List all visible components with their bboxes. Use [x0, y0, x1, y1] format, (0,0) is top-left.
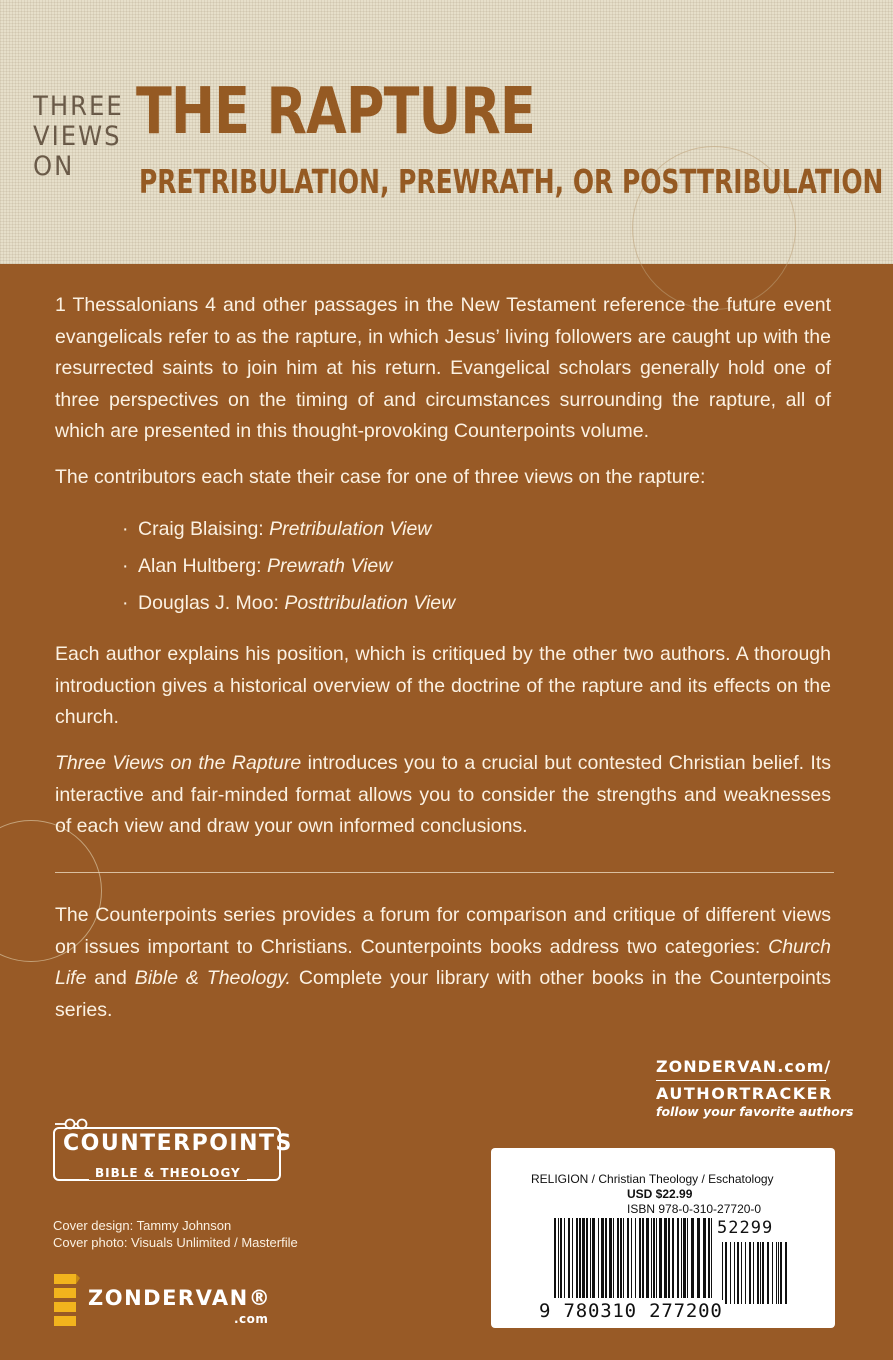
series-prefix: THREE VIEWS ON [33, 91, 124, 182]
barcode-number: 9 780310 277200 [539, 1300, 725, 1322]
cover-design-credit: Cover design: Tammy Johnson [53, 1218, 232, 1233]
contributor-name: Douglas J. Moo: [138, 592, 279, 614]
price: USD $22.99 [627, 1187, 693, 1201]
counterpoints-logo [53, 1117, 293, 1195]
publisher-wordmark: ZONDERVAN® [88, 1286, 272, 1310]
list-item [122, 585, 456, 622]
list-item [122, 548, 455, 585]
publisher-domain: .com [234, 1312, 269, 1326]
description-paragraph: 1 Thessalonians 4 and other passages in the New Testament reference the future event evangelicals refer to as the rapture, in which Jesus’ living followers are caught up with the resurrected saints to join him at his return. Evangelical scholars generally hold one of three perspectives on the timing of and circumstances surrounding the rapture, all of which are presented in this thought-provoking Counterpoints volume. [55, 294, 831, 442]
summary-text: introduces you to a crucial but contested Christian belief. Its interactive and fair-minded format allows you to consider the strengths and weaknesses of each view and draw your own informed conclusions. [55, 752, 831, 837]
contributors-list [122, 511, 456, 622]
summary-paragraph [55, 748, 831, 843]
contributor-name: Alan Hultberg: [138, 555, 262, 577]
publisher-logo [54, 1274, 294, 1332]
zondervan-mark-icon [54, 1274, 80, 1330]
bullet-icon: · [122, 592, 129, 614]
authortracker-tagline: follow your favorite authors [656, 1104, 854, 1119]
format-paragraph: Each author explains his position, which is critiqued by the other two authors. A thorough introduction gives a historical overview of the doctrine of the rapture and its effects on the church. [55, 643, 831, 728]
authortracker-url: ZONDERVAN.com/ [656, 1057, 832, 1076]
category-church-life: Church Life [55, 935, 831, 989]
list-item [122, 511, 455, 548]
book-title-inline: Three Views on the Rapture [55, 752, 302, 774]
series-text: and [86, 967, 135, 989]
barcode-panel [491, 1148, 835, 1328]
divider [55, 872, 834, 873]
divider [656, 1080, 826, 1081]
category-bible-theology: Bible & Theology. [134, 967, 291, 989]
authortracker-name: AUTHORTRACKER [656, 1084, 833, 1103]
series-text: The Counterpoints series provides a forum for comparison and critique of different views on issues important to Christians. Counterpoints books address two categories: [55, 904, 831, 958]
book-subtitle: PRETRIBULATION, PREWRATH, OR POSTTRIBULATION [139, 162, 884, 201]
barcode-addon-number: 52299 [717, 1218, 774, 1238]
contributors-intro: The contributors each state their case for one of three views on the rapture: [55, 466, 706, 488]
contributor-view: Posttribulation View [284, 592, 456, 614]
contributor-view: Prewrath View [267, 555, 393, 577]
isbn: ISBN 978-0-310-27720-0 [627, 1202, 762, 1216]
authortracker-promo [656, 1056, 854, 1120]
logo-wordmark: COUNTERPOINTS [63, 1131, 293, 1156]
bullet-icon: · [122, 555, 129, 577]
book-title: THE RAPTURE [136, 75, 535, 149]
bullet-icon: · [122, 518, 129, 540]
bisac-category: RELIGION / Christian Theology / Eschatology [531, 1172, 774, 1186]
series-paragraph [55, 900, 831, 1026]
cover-credits [53, 1217, 298, 1251]
contributor-name: Craig Blaising: [138, 518, 264, 540]
logo-subtitle: BIBLE & THEOLOGY [89, 1166, 247, 1180]
series-text: Complete your library with other books in the Counterpoints series. [55, 967, 831, 1021]
cover-photo-credit: Cover photo: Visuals Unlimited / Masterfile [53, 1235, 298, 1250]
contributor-view: Pretribulation View [269, 518, 432, 540]
